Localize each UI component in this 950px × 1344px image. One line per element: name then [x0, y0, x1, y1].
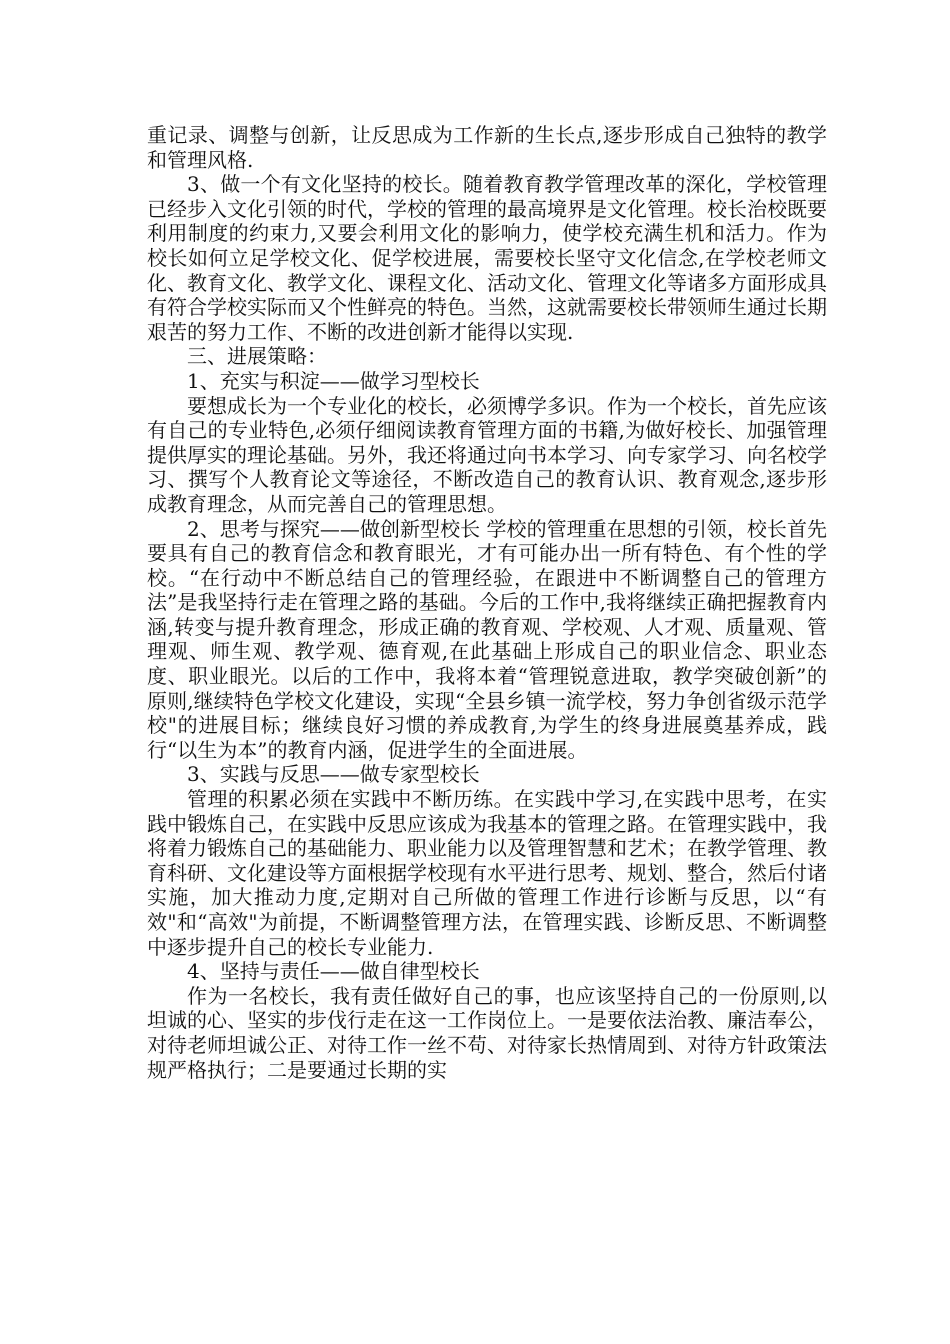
- paragraph-culture-principal: 3、做一个有文化坚持的校长。随着教育教学管理改革的深化，学校管理已经步入文化引领的时代，学校的管理的最高境界是文化管理。校长治校既要利用制度的约束力,又要会利用文化的影响力，使学校充满生机和活力。作为校长如何立足学校文化、促学校进展，需要校长坚守文化信念,在学校老师文化、教育文化、教学文化、课程文化、活动文化、管理文化等诸多方面形成具有符合学校实际而又个性鲜亮的特色。当然，这就需要校长带领师生通过长期艰苦的努力工作、不断的改进创新才能得以实现.: [147, 172, 827, 344]
- subheading-self-discipline-principal: 4、坚持与责任——做自律型校长: [187, 959, 480, 984]
- subheading-learning-principal: 1、充实与积淀——做学习型校长: [187, 368, 480, 393]
- paragraph-innovation: 2、思考与探究——做创新型校长 学校的管理重在思想的引领，校长首先要具有自己的教育信念和教育眼光，才有可能办出一所有特色、有个性的学校。“在行动中不断总结自己的管理经验，在跟进中不断调整自己的管理方法”是我坚持行走在管理之路的基础。今后的工作中,我将继续正确把握教育内涵,转变与提升教育理念，形成正确的教育观、学校观、人才观、质量观、管理观、师生观、教学观、德育观,在此基础上形成自己的职业信念、职业态度、职业眼光。以后的工作中，我将本着“管理锐意进取，教学突破创新”的原则,继续特色学校文化建设，实现“全县乡镇一流学校，努力争创省级示范学校"的进展目标；继续良好习惯的养成教育,为学生的终身进展奠基养成，践行“以生为本”的教育内涵，促进学生的全面进展。: [147, 516, 827, 762]
- subheading-expert-principal: 3、实践与反思——做专家型校长: [187, 762, 480, 787]
- section-heading-strategy: 三、进展策略：: [187, 344, 327, 369]
- paragraph-practice: 管理的积累必须在实践中不断历练。在实践中学习,在实践中思考，在实践中锻炼自己，在实践中反思应该成为我基本的管理之路。在管理实践中，我将着力锻炼自己的基础能力、职业能力以及管理智慧和艺术；在教学管理、教育科研、文化建设等方面根据学校现有水平进行思考、规划、整合，然后付诸实施，加大推动力度,定期对自己所做的管理工作进行诊断与反思，以“有效"和“高效"为前提，不断调整管理方法，在管理实践、诊断反思、不断调整中逐步提升自己的校长专业能力.: [147, 787, 827, 959]
- paragraph-responsibility: 作为一名校长，我有责任做好自己的事，也应该坚持自己的一份原则,以坦诚的心、坚实的步伐行走在这一工作岗位上。一是要依法治教、廉洁奉公，对待老师坦诚公正、对待工作一丝不苟、对待家长热情周到、对待方针政策法规严格执行；二是要通过长期的实: [147, 983, 827, 1082]
- document-body: [147, 123, 827, 1082]
- paragraph-learning: 要想成长为一个专业化的校长，必须博学多识。作为一个校长，首先应该有自己的专业特色,必须仔细阅读教育管理方面的书籍,为做好校长、加强管理提供厚实的理论基础。另外，我还将通过向书本学习、向专家学习、向名校学习、撰写个人教育论文等途径，不断改造自己的教育认识、教育观念,逐步形成教育理念，从而完善自己的管理思想。: [147, 393, 827, 516]
- paragraph-continuation: 重记录、调整与创新，让反思成为工作新的生长点,逐步形成自己独特的教学和管理风格.: [147, 123, 827, 172]
